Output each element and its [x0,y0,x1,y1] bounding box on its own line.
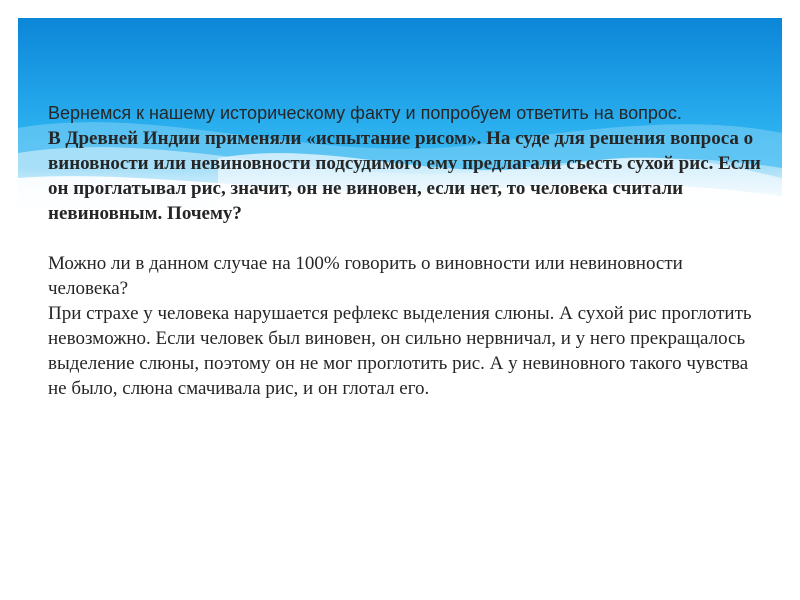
paragraph-gap [48,226,763,251]
question-paragraph: Можно ли в данном случае на 100% говорить о виновности или невиновности человека? [48,253,683,299]
slide-text-body [48,101,763,401]
intro-paragraph: Вернемся к нашему историческому факту и попробуем ответить на вопрос. [48,103,682,123]
story-paragraph: В Древней Индии применяли «испытание рисом». На суде для решения вопроса о виновности или невиновности подсудимого ему предлагали съесть сухой рис. Если он проглатывал рис, значит, он не виновен, если нет, то человека считали невиновным. Почему? [48,128,761,224]
answer-paragraph: При страхе у человека нарушается рефлекс выделения слюны. А сухой рис проглотить невозможно. Если человек был виновен, он сильно нервничал, и у него прекращалось выделение слюны, поэтому он не мог проглотить рис. А у невиновного такого чувства не было, слюна смачивала рис, и он глотал его. [48,303,752,399]
